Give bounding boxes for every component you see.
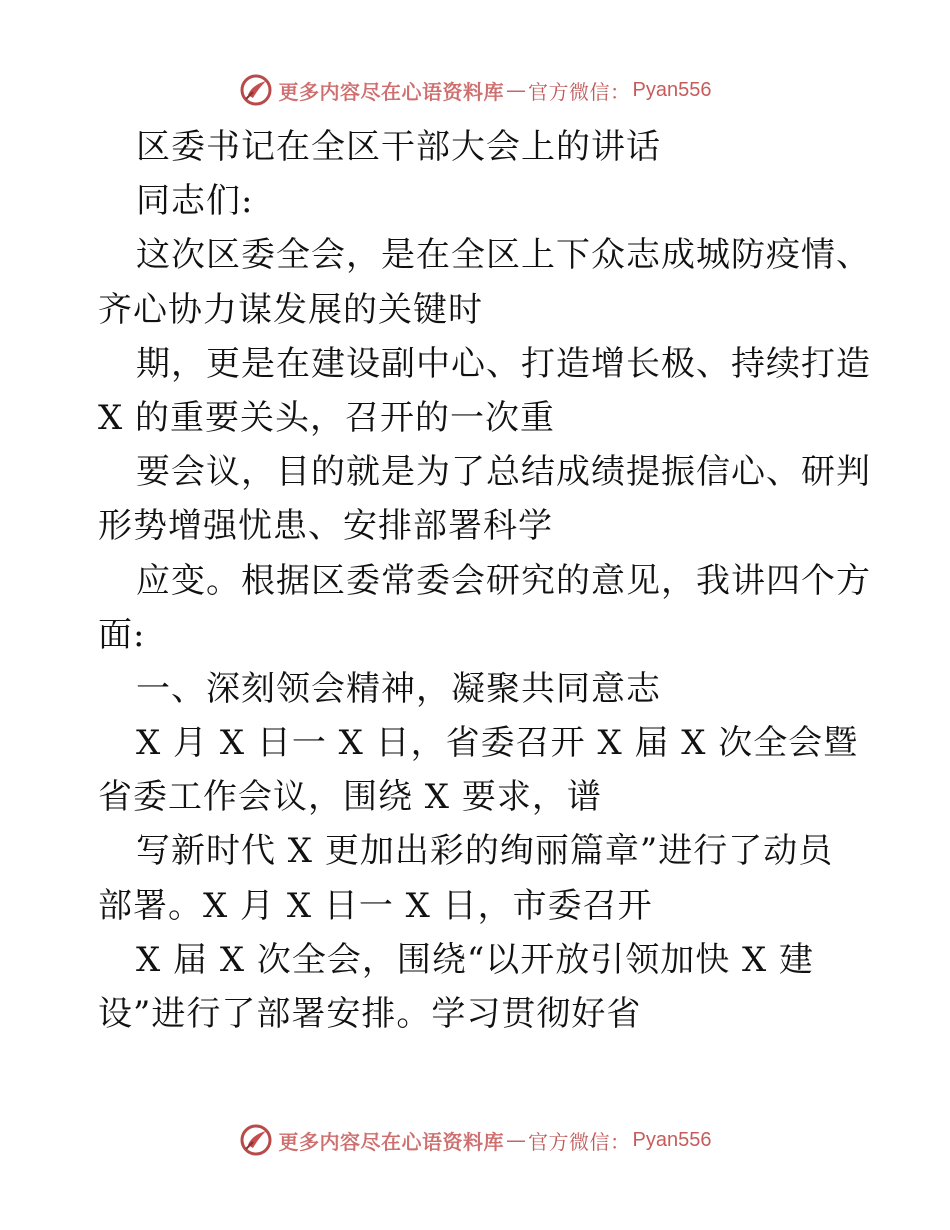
document-line: 设”进行了部署安排。学习贯彻好省 bbox=[98, 994, 642, 1034]
watermark-separator: — bbox=[506, 78, 527, 102]
document-line: 齐心协力谋发展的关键时 bbox=[98, 289, 483, 330]
document-body bbox=[98, 120, 871, 1041]
watermark-header bbox=[0, 70, 950, 110]
watermark-footer bbox=[0, 1120, 950, 1160]
document-line: 写新时代 X 更加出彩的绚丽篇章”进行了动员 bbox=[136, 831, 834, 872]
document-line: 期，更是在建设副中心、打造增长极、持续打造 bbox=[136, 343, 871, 384]
watermark-handle: Pyan556 bbox=[632, 1128, 712, 1151]
brand-logo-icon bbox=[239, 73, 273, 107]
watermark-main-text: 更多内容尽在心语资料库 bbox=[278, 79, 505, 104]
document-line: 面: bbox=[98, 614, 146, 655]
document-line: 一、深刻领会精神，凝聚共同意志 bbox=[136, 668, 661, 709]
document-line: X 届 X 次全会，围绕“以开放引领加快 X 建 bbox=[136, 939, 815, 980]
document-line: 部署。X 月 X 日一 X 日，市委召开 bbox=[98, 885, 653, 926]
document-line: X 的重要关头，召开的一次重 bbox=[98, 397, 556, 438]
watermark-separator: — bbox=[506, 1128, 527, 1152]
document-line: 应变。根据区委常委会研究的意见，我讲四个方 bbox=[136, 560, 871, 601]
document-line: X 月 X 日一 X 日，省委召开 X 届 X 次全会暨 bbox=[136, 723, 859, 764]
watermark-main-text: 更多内容尽在心语资料库 bbox=[278, 1129, 505, 1154]
watermark-wechat-label: 官方微信： bbox=[528, 79, 631, 104]
brand-logo-icon bbox=[239, 1123, 273, 1157]
document-line: 这次区委全会，是在全区上下众志成城防疫情、 bbox=[136, 235, 871, 276]
document-line: 要会议，目的就是为了总结成绩提振信心、研判 bbox=[136, 452, 871, 493]
document-line: 省委工作会议，围绕 X 要求，谱 bbox=[98, 777, 602, 818]
document-line: 同志们: bbox=[136, 181, 254, 222]
document-line: 形势增强忧患、安排部署科学 bbox=[98, 506, 553, 547]
watermark-wechat-label: 官方微信： bbox=[528, 1129, 631, 1154]
watermark-handle: Pyan556 bbox=[632, 78, 712, 101]
document-line: 区委书记在全区干部大会上的讲话 bbox=[136, 127, 661, 167]
